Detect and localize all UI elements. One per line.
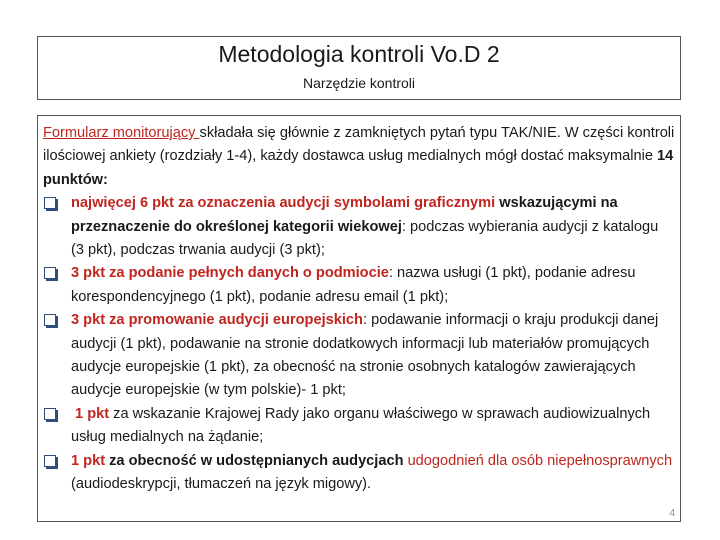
page-subtitle: Narzędzie kontroli xyxy=(302,75,416,91)
slide-header xyxy=(37,36,681,100)
list-item: 3 pkt za promowanie audycji europejskich: podawanie informacji o kraju produkcji danej audycji (1 pkt), podawanie na stronie dodatkowych informacji lub materiałów promujących audycje europejskie (1 pkt), za obecność na stronie osobnych katalogów zawierających audycje europejskie (w tym polskie)- 1 pkt; xyxy=(43,309,675,403)
checkbox-bullet-icon xyxy=(44,267,56,279)
intro-paragraph: Formularz monitorujący składała się głównie z zamkniętych pytań typu TAK/NIE. W części kontroli ilościowej ankiety (rozdziały 1-4), każdy dostawca usług medialnych mógł dostać maksymalnie 14 punktów: xyxy=(43,125,675,188)
list-item: 3 pkt za podanie pełnych danych o podmiocie: nazwa usługi (1 pkt), podanie adresu korespondencyjnego (1 pkt), podanie adresu email (1 pkt); xyxy=(43,262,675,309)
checkbox-bullet-icon xyxy=(44,314,56,326)
intro-text: składała się głównie z zamkniętych pytań typu TAK/NIE. W części kontroli ilościowej ankiety (rozdziały 1-4), każdy dostawca usług medialnych mógł dostać maksymalnie xyxy=(43,125,675,165)
checkbox-bullet-icon xyxy=(44,455,56,467)
page-title: Metodologia kontroli Vo.D 2 xyxy=(218,41,500,67)
criteria-list xyxy=(43,192,675,496)
max-points: 14 punktów xyxy=(43,148,674,188)
list-item: 1 pkt za wskazanie Krajowej Rady jako organu właściwego w sprawach audiowizualnych usług medialnych na żądanie; xyxy=(43,403,675,450)
form-link[interactable]: Formularz monitorujący xyxy=(43,125,200,141)
page-number: 4 xyxy=(669,508,675,519)
list-item: 1 pkt za obecność w udostępnianych audycjach udogodnień dla osób niepełnosprawnych (audiodeskrypcji, tłumaczeń na język migowy). xyxy=(43,450,675,497)
list-item: najwięcej 6 pkt za oznaczenia audycji symbolami graficznymi wskazującymi na przeznaczenie do określonej kategorii wiekowej: podczas wybierania audycji z katalogu (3 pkt), podczas trwania audycji (3 pkt); xyxy=(43,192,675,262)
content-body xyxy=(43,122,675,497)
content-panel xyxy=(37,115,681,522)
checkbox-bullet-icon xyxy=(44,197,56,209)
checkbox-bullet-icon xyxy=(44,408,56,420)
